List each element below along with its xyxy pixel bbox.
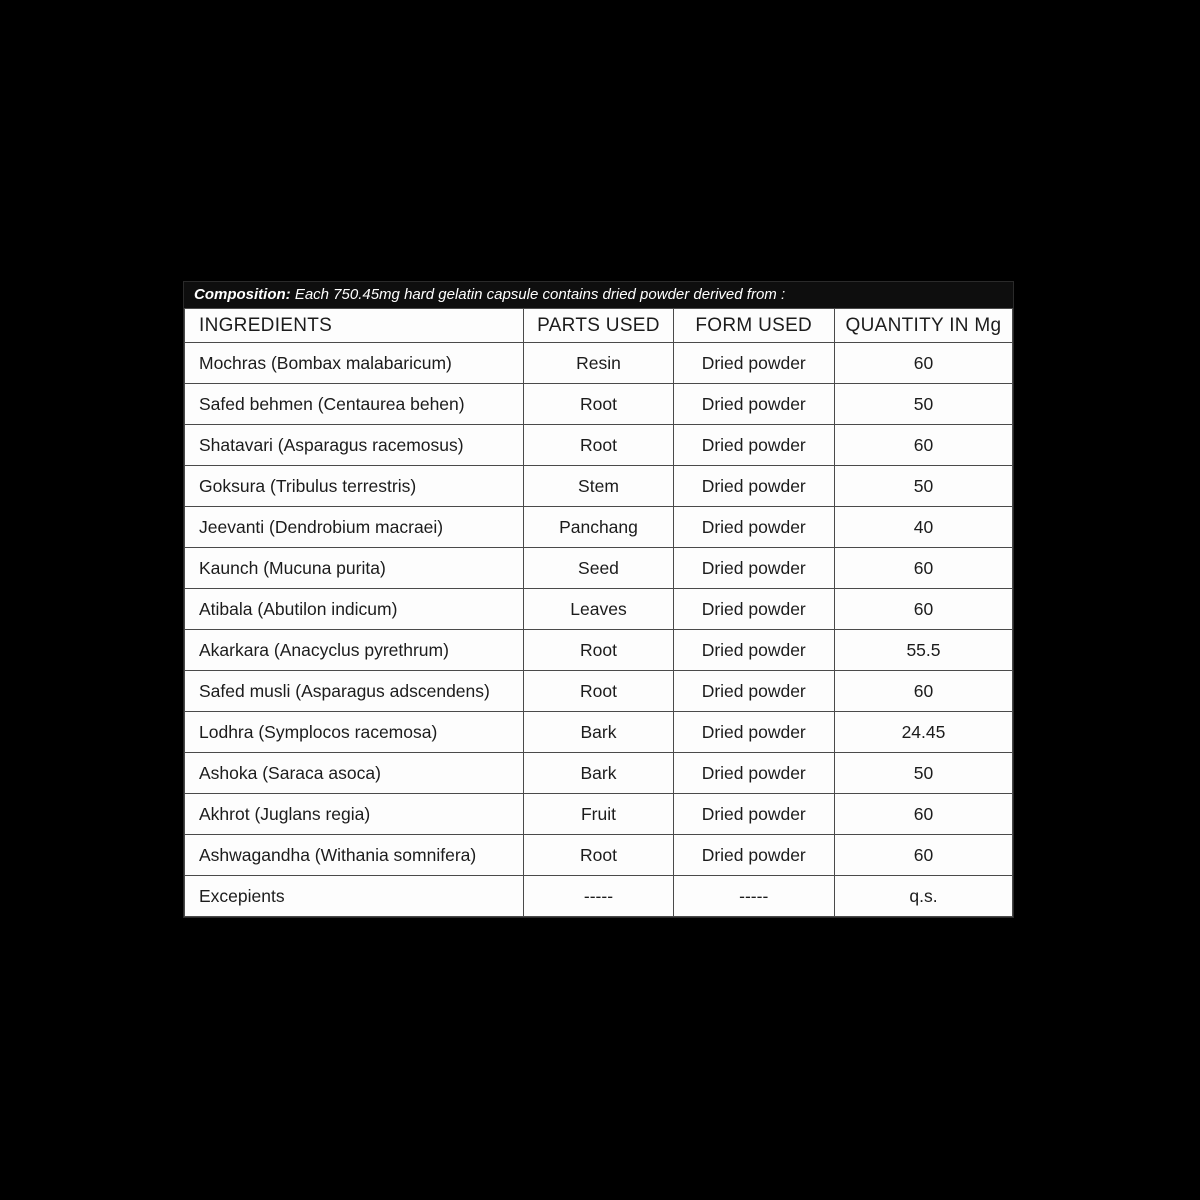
composition-bar-title: Composition: [194,286,291,303]
header-quantity: QUANTITY IN Mg [834,309,1012,343]
cell-ingredient: Lodhra (Symplocos racemosa) [185,712,524,753]
cell-form-used: Dried powder [673,712,834,753]
cell-ingredient: Goksura (Tribulus terrestris) [185,466,524,507]
cell-part-used: Root [524,425,673,466]
cell-part-used: Leaves [524,589,673,630]
table-row [185,425,1013,466]
header-form-used: FORM USED [673,309,834,343]
table-row [185,794,1013,835]
cell-quantity: q.s. [834,876,1012,917]
cell-form-used: Dried powder [673,507,834,548]
cell-part-used: Fruit [524,794,673,835]
cell-ingredient: Kaunch (Mucuna purita) [185,548,524,589]
cell-quantity: 50 [834,384,1012,425]
cell-part-used: ----- [524,876,673,917]
cell-ingredient: Ashwagandha (Withania somnifera) [185,835,524,876]
table-row [185,384,1013,425]
cell-part-used: Root [524,384,673,425]
table-row [185,835,1013,876]
cell-form-used: Dried powder [673,343,834,384]
cell-quantity: 50 [834,466,1012,507]
cell-form-used: Dried powder [673,466,834,507]
cell-form-used: Dried powder [673,794,834,835]
cell-ingredient: Akarkara (Anacyclus pyrethrum) [185,630,524,671]
cell-ingredient: Mochras (Bombax malabaricum) [185,343,524,384]
composition-table [184,308,1013,917]
cell-form-used: Dried powder [673,753,834,794]
table-row [185,712,1013,753]
composition-bar-description: Each 750.45mg hard gelatin capsule contains dried powder derived from : [290,286,786,303]
cell-form-used: Dried powder [673,425,834,466]
table-row [185,589,1013,630]
cell-quantity: 40 [834,507,1012,548]
cell-ingredient: Excepients [185,876,524,917]
cell-quantity: 24.45 [834,712,1012,753]
cell-ingredient: Jeevanti (Dendrobium macraei) [185,507,524,548]
table-row [185,876,1013,917]
cell-form-used: Dried powder [673,630,834,671]
table-row [185,507,1013,548]
cell-ingredient: Atibala (Abutilon indicum) [185,589,524,630]
table-row [185,753,1013,794]
cell-quantity: 60 [834,835,1012,876]
cell-quantity: 55.5 [834,630,1012,671]
cell-form-used: Dried powder [673,384,834,425]
cell-quantity: 50 [834,753,1012,794]
cell-part-used: Root [524,671,673,712]
cell-part-used: Root [524,630,673,671]
table-row [185,671,1013,712]
table-row [185,466,1013,507]
cell-form-used: Dried powder [673,548,834,589]
cell-part-used: Bark [524,753,673,794]
cell-part-used: Bark [524,712,673,753]
cell-quantity: 60 [834,548,1012,589]
cell-part-used: Stem [524,466,673,507]
cell-part-used: Resin [524,343,673,384]
header-ingredients: INGREDIENTS [185,309,524,343]
table-row [185,548,1013,589]
cell-part-used: Seed [524,548,673,589]
cell-form-used: Dried powder [673,589,834,630]
composition-table-panel [183,281,1014,918]
cell-quantity: 60 [834,425,1012,466]
cell-quantity: 60 [834,794,1012,835]
cell-form-used: Dried powder [673,835,834,876]
cell-ingredient: Ashoka (Saraca asoca) [185,753,524,794]
table-body [185,343,1013,917]
cell-part-used: Panchang [524,507,673,548]
header-parts-used: PARTS USED [524,309,673,343]
cell-ingredient: Safed musli (Asparagus adscendens) [185,671,524,712]
table-header-row [185,309,1013,343]
cell-quantity: 60 [834,589,1012,630]
cell-form-used: Dried powder [673,671,834,712]
cell-ingredient: Shatavari (Asparagus racemosus) [185,425,524,466]
cell-quantity: 60 [834,343,1012,384]
composition-bar [184,282,1013,308]
cell-ingredient: Safed behmen (Centaurea behen) [185,384,524,425]
cell-part-used: Root [524,835,673,876]
table-row [185,630,1013,671]
cell-quantity: 60 [834,671,1012,712]
cell-ingredient: Akhrot (Juglans regia) [185,794,524,835]
cell-form-used: ----- [673,876,834,917]
table-row [185,343,1013,384]
